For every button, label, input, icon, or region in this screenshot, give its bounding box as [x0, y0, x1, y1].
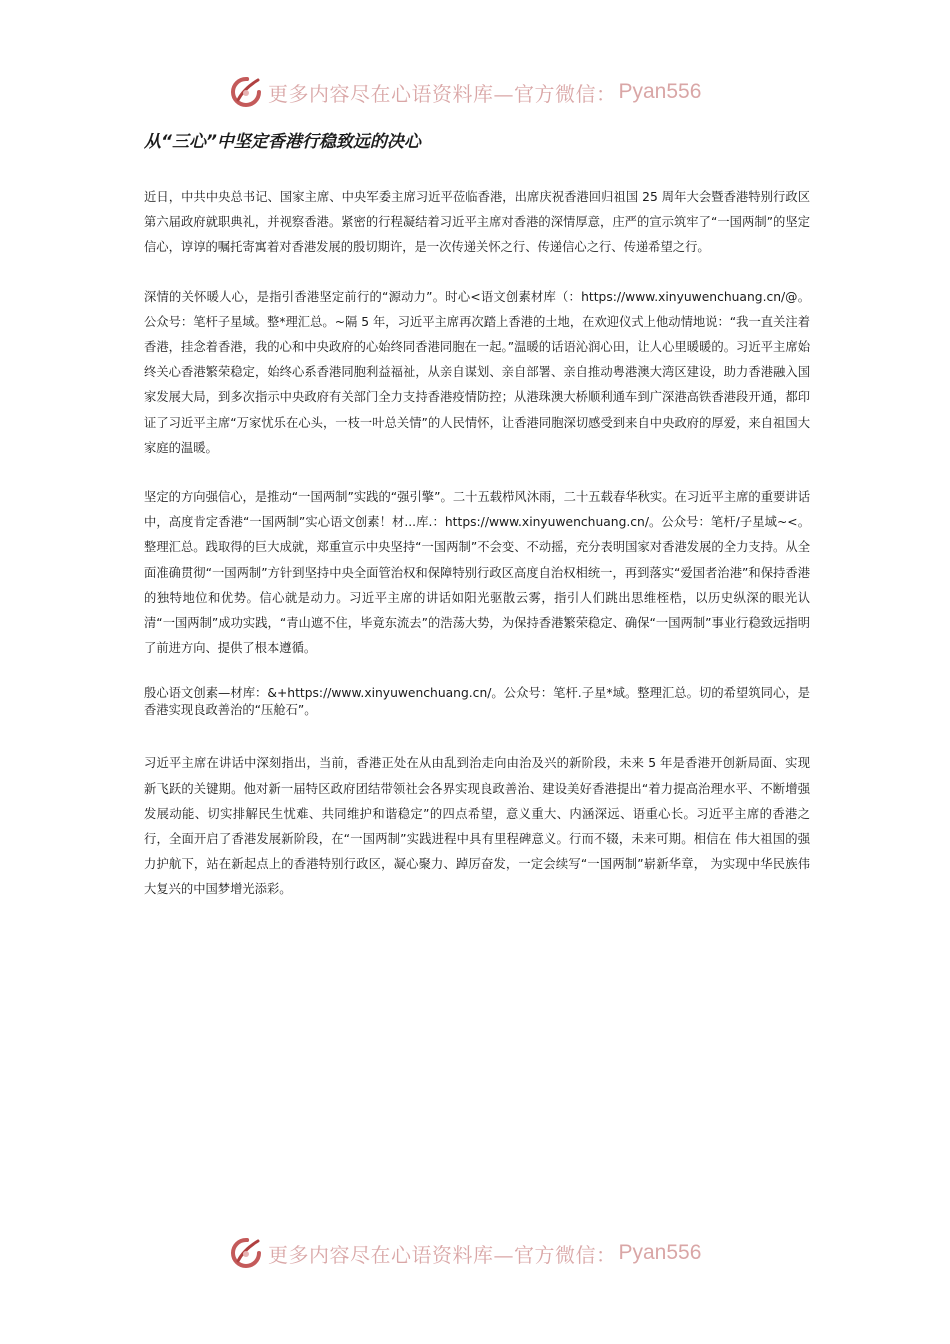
header-wechat-id: Pyan556: [618, 80, 702, 103]
paragraph-hope: 殷心语文创素—材库：&+https://www.xinyuwenchuang.cn/。公众号：笔杆.子星*域。整理汇总。切的希望筑同心，是香港实现良政善治的“压舱石”。: [144, 686, 810, 718]
brush-circle-logo-icon: [228, 74, 264, 110]
paragraph-intro: 近日，中共中央总书记、国家主席、中央军委主席习近平莅临香港，出席庆祝香港回归祖国 25 周年大会暨香港特别行政区第六届政府就职典礼，并视察香港。紧密的行程凝结着习近平主席对香港的深情厚意，庄严的宣示筑牢了“一国两制”的坚定信心，谆谆的嘱托寄寓着对香港发展的殷切期许，是一次传递关怀之行、传递信心之行、传递希望之行。: [144, 190, 810, 255]
paragraph-care: 深情的关怀暖人心，是指引香港坚定前行的“源动力”。时心<语文创素材库（：https://www.xinyuwenchuang.cn/@。公众号：笔杆子星域。整*理汇总。~隔 5 年，习近平主席再次踏上香港的土地，在欢迎仪式上他动情地说：“我一直关注着香港，挂念着香港，我的心和中央政府的心始终同香港同胞在一起。”温暖的话语沁润心田，让人心里暖暖的。习近平主席始终关心香港繁荣稳定，始终心系香港同胞利益福祉，从亲自谋划、亲自部署、亲自推动粤港澳大湾区建设，助力香港融入国家发展大局，到多次指示中央政府有关部门全力支持香港疫情防控；从港珠澳大桥顺利通车到广深港高铁香港段开通，都印证了习近平主席“万家忧乐在心头，一枝一叶总关情”的人民情怀，让香港同胞深切感受到来自中央政府的厚爱，来自祖国大家庭的温暖。: [144, 289, 810, 455]
brush-circle-logo-icon: [228, 1235, 264, 1271]
article-title: 从“三心”中坚定香港行稳致远的决心: [144, 132, 421, 152]
footer-wechat-id: Pyan556: [618, 1241, 702, 1264]
header-banner: [228, 72, 728, 112]
paragraph-conclusion: 习近平主席在讲话中深刻指出，当前，香港正处在从由乱到治走向由治及兴的新阶段，未来 5 年是香港开创新局面、实现新飞跃的关键期。他对新一届特区政府团结带领社会各界实现良政善治、建设美好香港提出“着力提高治理水平、不断增强发展动能、切实排解民生忧难、共同维护和谐稳定”的四点希望，意义重大、内涵深远、语重心长。习近平主席的香港之行，全面开启了香港发展新阶段，在“一国两制”实践进程中具有里程碑意义。行而不辍，未来可期。相信在 伟大祖国的强力护航下，站在新起点上的香港特别行政区，凝心聚力、踔厉奋发，一定会续写“一国两制”崭新华章， 为实现中华民族伟大复兴的中国梦增光添彩。: [144, 756, 810, 897]
header-banner-text: 更多内容尽在心语资料库—官方微信：: [268, 81, 617, 106]
footer-banner: [228, 1233, 728, 1273]
paragraph-direction: 坚定的方向强信心，是推动“一国两制”实践的“强引擎”。二十五载栉风沐雨，二十五载春华秋实。在习近平主席的重要讲话中，高度肯定香港“一国两制”实心语文创素！材...库.：https://www.xinyuwenchuang.cn/。公众号：笔杆/子星域~<。整理汇总。践取得的巨大成就，郑重宣示中央坚持“一国两制”不会变、不动摇，充分表明国家对香港发展的全力支持。从全面准确贯彻“一国两制”方针到坚持中央全面管治权和保障特别行政区高度自治权相统一，再到落实“爱国者治港”和保持香港的独特地位和优势。信心就是动力。习近平主席的讲话如阳光驱散云雾，指引人们跳出思维桎梏，以历史纵深的眼光认清“一国两制”成功实践，“青山遮不住，毕竟东流去”的浩荡大势，为保持香港繁荣稳定、确保“一国两制”事业行稳致远指明了前进方向、提供了根本遵循。: [144, 490, 810, 656]
footer-banner-text: 更多内容尽在心语资料库—官方微信：: [268, 1242, 617, 1267]
article-body: [144, 185, 810, 927]
